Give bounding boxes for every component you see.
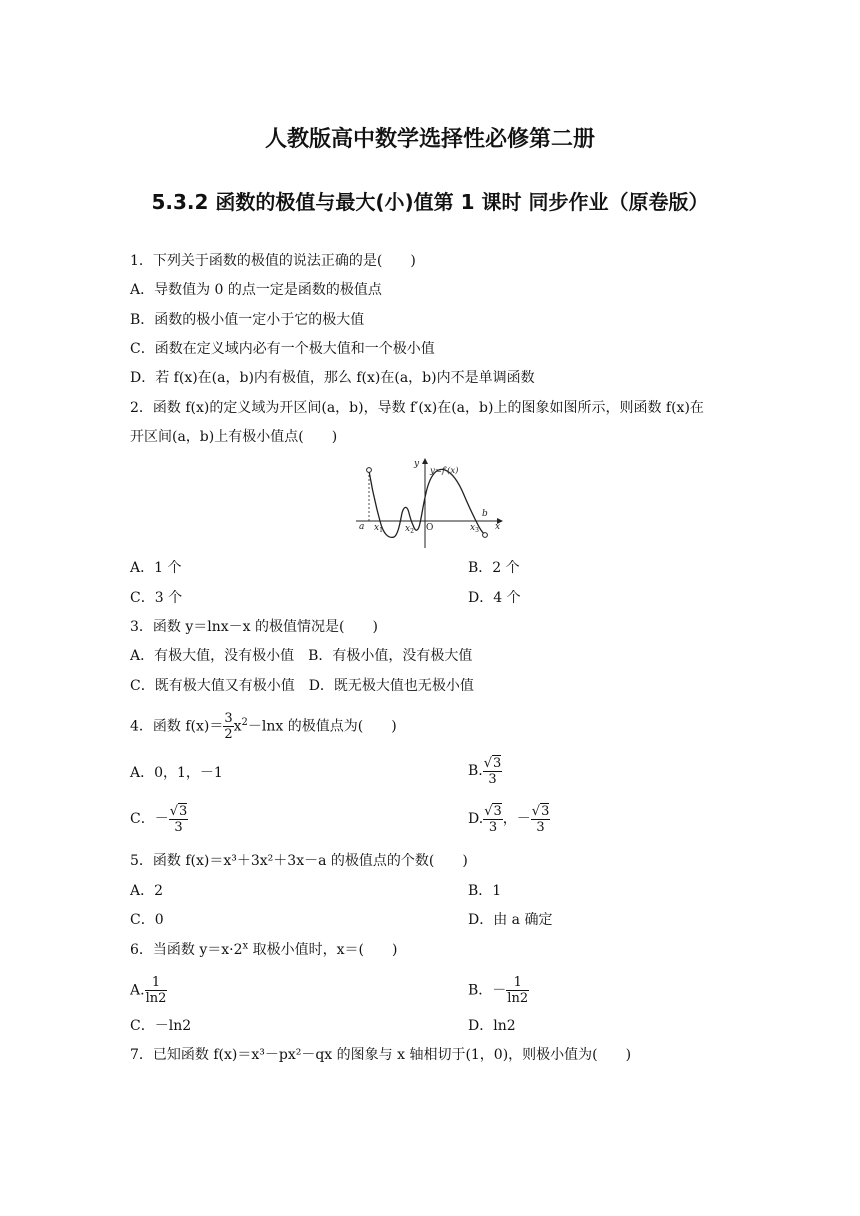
q1-option-b: B．函数的极小值一定小于它的极大值 bbox=[130, 312, 365, 328]
document-subtitle: 5.3.2 函数的极值与最大(小)值第 1 课时 同步作业（原卷版） bbox=[151, 190, 709, 214]
fraction: $\frac{√3}{3}$ bbox=[483, 756, 502, 787]
q5-stem: 5．函数 f(x)＝x³＋3x²＋3x－a 的极值点的个数( ) bbox=[130, 853, 468, 869]
q6-option-a: A. $\frac{1}{\ln 2}$ bbox=[130, 975, 167, 1006]
q6-option-d: D．ln2 bbox=[468, 1018, 516, 1034]
q1-option-c: C．函数在定义域内必有一个极大值和一个极小值 bbox=[130, 341, 435, 357]
curve-label: y=f′(x) bbox=[430, 466, 459, 476]
q2-option-c: C．3 个 bbox=[130, 590, 183, 606]
q1-stem: 1．下列关于函数的极值的说法正确的是( ) bbox=[130, 253, 416, 269]
q4-option-c: C．－ $\frac{√3}{3}$ bbox=[130, 804, 188, 835]
x-axis-label: x bbox=[495, 522, 501, 532]
q1-option-a: A．导数值为 0 的点一定是函数的极值点 bbox=[130, 282, 382, 298]
origin-label: O bbox=[426, 523, 434, 533]
x2-label: $x_2$ bbox=[405, 524, 414, 535]
q2-stem-line1: 2．函数 f(x)的定义域为开区间(a，b)，导数 f′(x)在(a，b)上的图象如图所示，则函数 f(x)在 bbox=[130, 400, 704, 416]
fraction: $\frac{√3}{3}$ bbox=[169, 804, 188, 835]
fraction: $\frac{1}{\ln 2}$ bbox=[145, 975, 167, 1006]
fraction: $\frac{√3}{3}$ bbox=[484, 804, 502, 835]
q2-stem-line2: 开区间(a，b)上有极小值点( ) bbox=[130, 429, 338, 445]
q3-options-ab: A．有极大值，没有极小值 B．有极小值，没有极大值 bbox=[130, 648, 473, 664]
q4-option-a: A．0，1，－1 bbox=[130, 765, 223, 781]
q5-option-c: C．0 bbox=[130, 912, 164, 928]
point-b-label: b bbox=[482, 509, 488, 519]
open-endpoint-a bbox=[367, 468, 372, 473]
q5-option-a: A．2 bbox=[130, 883, 164, 899]
q4-option-b: B. $\frac{√3}{3}$ bbox=[468, 756, 502, 787]
y-axis-label: y bbox=[414, 459, 420, 469]
derivative-graph bbox=[352, 455, 506, 551]
fraction: $\frac{√3}{3}$ bbox=[531, 804, 550, 835]
fraction: $\frac{3}{2}$ bbox=[224, 711, 233, 742]
q3-options-cd: C．既有极大值又有极小值 D．既无极大值也无极小值 bbox=[130, 678, 474, 694]
q3-stem: 3．函数 y＝lnx－x 的极值情况是( ) bbox=[130, 619, 378, 635]
q6-stem: 6．当函数 $y=x\cdot 2^x$ 取极小值时，x＝( ) bbox=[130, 940, 398, 958]
q5-option-b: B．1 bbox=[468, 883, 502, 899]
q4-stem: 4．函数 f(x)＝ $\frac{3}{2}$ $x^2-\ln x$ 的极值点为( ) bbox=[130, 711, 397, 742]
q7-stem: 7．已知函数 f(x)＝x³－px²－qx 的图象与 x 轴相切于(1，0)，则极小值为( ) bbox=[130, 1047, 632, 1063]
document-title: 人教版高中数学选择性必修第二册 bbox=[264, 127, 595, 152]
open-endpoint-b bbox=[483, 533, 488, 538]
q4-option-d: D. $\frac{√3}{3}$ ，－ $\frac{√3}{3}$ bbox=[468, 804, 550, 835]
q5-option-d: D．由 a 确定 bbox=[468, 912, 553, 928]
q6-option-b: B．－ $\frac{1}{\ln 2}$ bbox=[468, 975, 529, 1006]
q6-option-c: C．－ln2 bbox=[130, 1018, 192, 1034]
q2-option-a: A．1 个 bbox=[130, 560, 182, 576]
q1-option-d: D．若 f(x)在(a，b)内有极值，那么 f(x)在(a，b)内不是单调函数 bbox=[130, 370, 535, 386]
q2-option-d: D．4 个 bbox=[468, 590, 521, 606]
x1-label: $x_1$ bbox=[374, 523, 383, 534]
x3-label: $x_3$ bbox=[470, 523, 479, 534]
q2-option-b: B．2 个 bbox=[468, 560, 520, 576]
point-a-label: a bbox=[359, 522, 365, 532]
fraction: $\frac{1}{\ln 2}$ bbox=[507, 975, 529, 1006]
